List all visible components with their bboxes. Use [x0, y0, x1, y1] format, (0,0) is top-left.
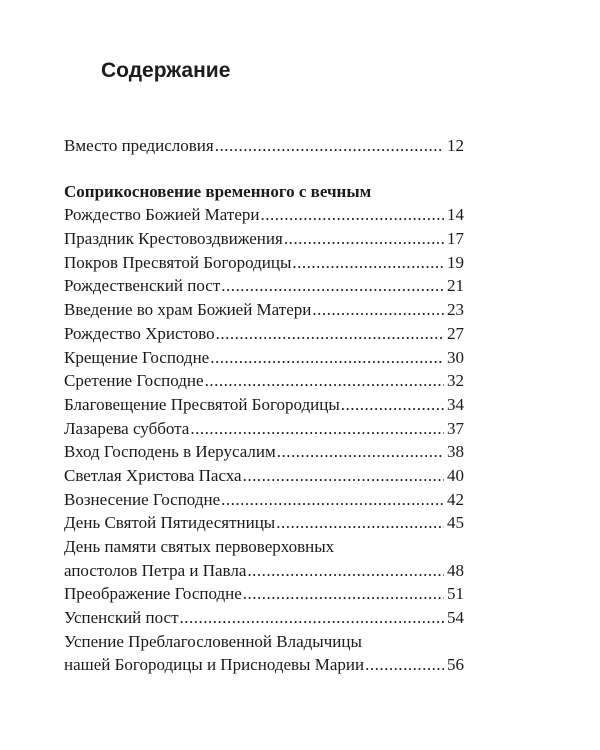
toc-page-number: 48 [447, 560, 464, 580]
toc-page-number: 40 [447, 465, 464, 485]
toc-entry [64, 442, 464, 466]
page-title: Содержание [101, 59, 231, 82]
toc-page-number: 30 [447, 347, 464, 367]
toc-page-number: 23 [447, 300, 464, 320]
toc-entry-label: Светлая Христова Пасха [64, 465, 242, 485]
toc-entry-label-line1: День памяти святых первоверховных [64, 537, 335, 556]
toc-entry [64, 229, 464, 253]
dot-leader [312, 300, 444, 320]
toc-page-number: 54 [447, 608, 464, 628]
toc-entry-label: Рождество Христово [64, 323, 215, 343]
toc-entry-label: Крещение Господне [64, 347, 210, 367]
toc-entry-label: Благовещение Пресвятой Богородицы [64, 394, 340, 414]
toc-entry-label-line1: Успение Преблагословенной Владычицы [64, 631, 362, 651]
toc-entry [64, 466, 464, 490]
toc-entry [64, 513, 464, 537]
toc-page-number: 14 [447, 205, 464, 225]
dot-leader [205, 371, 444, 391]
toc-entry [64, 348, 464, 372]
toc-entry-label: Успенский пост [64, 608, 179, 628]
toc-entry-label: апостолов Петра и Павла [64, 560, 247, 580]
dot-leader [190, 419, 444, 439]
toc-entry [64, 608, 464, 632]
dot-leader [260, 205, 444, 225]
toc-entry-label: Лазарева суббота [64, 418, 190, 438]
section-heading: Соприкосновение временного с вечным [64, 181, 372, 201]
toc-entry [64, 300, 464, 324]
toc-entry-label: Введение во храм Божией Матери [64, 300, 312, 320]
dot-leader [276, 513, 444, 533]
dot-leader [221, 490, 444, 510]
toc-page-number: 21 [447, 276, 464, 296]
toc-entry-list [64, 205, 464, 679]
dot-leader [216, 324, 444, 344]
toc-page-number: 34 [447, 394, 464, 414]
toc-page-number: 17 [447, 229, 464, 249]
toc-page-number: 37 [447, 418, 464, 438]
toc-entry-label: Рождественский пост [64, 276, 221, 296]
toc-entry [64, 490, 464, 514]
dot-leader [221, 276, 444, 296]
dot-leader [277, 442, 444, 462]
dot-leader [243, 584, 444, 604]
dot-leader [292, 253, 444, 273]
toc-page-number: 56 [447, 655, 464, 675]
dot-leader [243, 466, 444, 486]
toc-entry-label: Вход Господень в Иерусалим [64, 442, 276, 462]
toc-entry [64, 371, 464, 395]
toc-entry-label: нашей Богородицы и Приснодевы Марии [64, 655, 365, 675]
dot-leader [284, 229, 444, 249]
toc-page-number: 27 [447, 323, 464, 343]
dot-leader [341, 395, 444, 415]
toc-page-number: 45 [447, 513, 464, 533]
toc-entry-label: Рождество Божией Матери [64, 205, 260, 225]
toc-entry [64, 561, 464, 585]
toc-entry [64, 253, 464, 277]
toc-entry-label: Вознесение Господне [64, 489, 221, 509]
toc-entry [64, 205, 464, 229]
toc-entry-label: Покров Пресвятой Богородицы [64, 252, 292, 272]
toc-page-number: 42 [447, 489, 464, 509]
toc-page-number: 19 [447, 252, 464, 272]
toc-entry-label: Сретение Господне [64, 371, 204, 391]
toc-entry [64, 584, 464, 608]
dot-leader [215, 136, 444, 156]
dot-leader [365, 655, 444, 675]
toc-entry-preface [64, 136, 464, 160]
toc-entry [64, 324, 464, 348]
toc-page-number: 38 [447, 442, 464, 462]
toc-entry-label: День Святой Пятидесятницы [64, 513, 276, 533]
toc-page-number: 32 [447, 371, 464, 391]
dot-leader [210, 348, 444, 368]
toc-entry [64, 419, 464, 443]
dot-leader [247, 561, 444, 581]
toc-entry-label: Преображение Господне [64, 584, 242, 604]
toc-entry [64, 276, 464, 300]
toc-page-number: 12 [447, 136, 464, 155]
toc-entry-label: Вместо предисловия [64, 136, 214, 155]
table-of-contents [64, 136, 464, 679]
toc-entry [64, 655, 464, 679]
toc-entry-label: Праздник Крестовоздвижения [64, 229, 283, 249]
toc-page-number: 51 [447, 584, 464, 604]
dot-leader [180, 608, 444, 628]
toc-entry [64, 395, 464, 419]
